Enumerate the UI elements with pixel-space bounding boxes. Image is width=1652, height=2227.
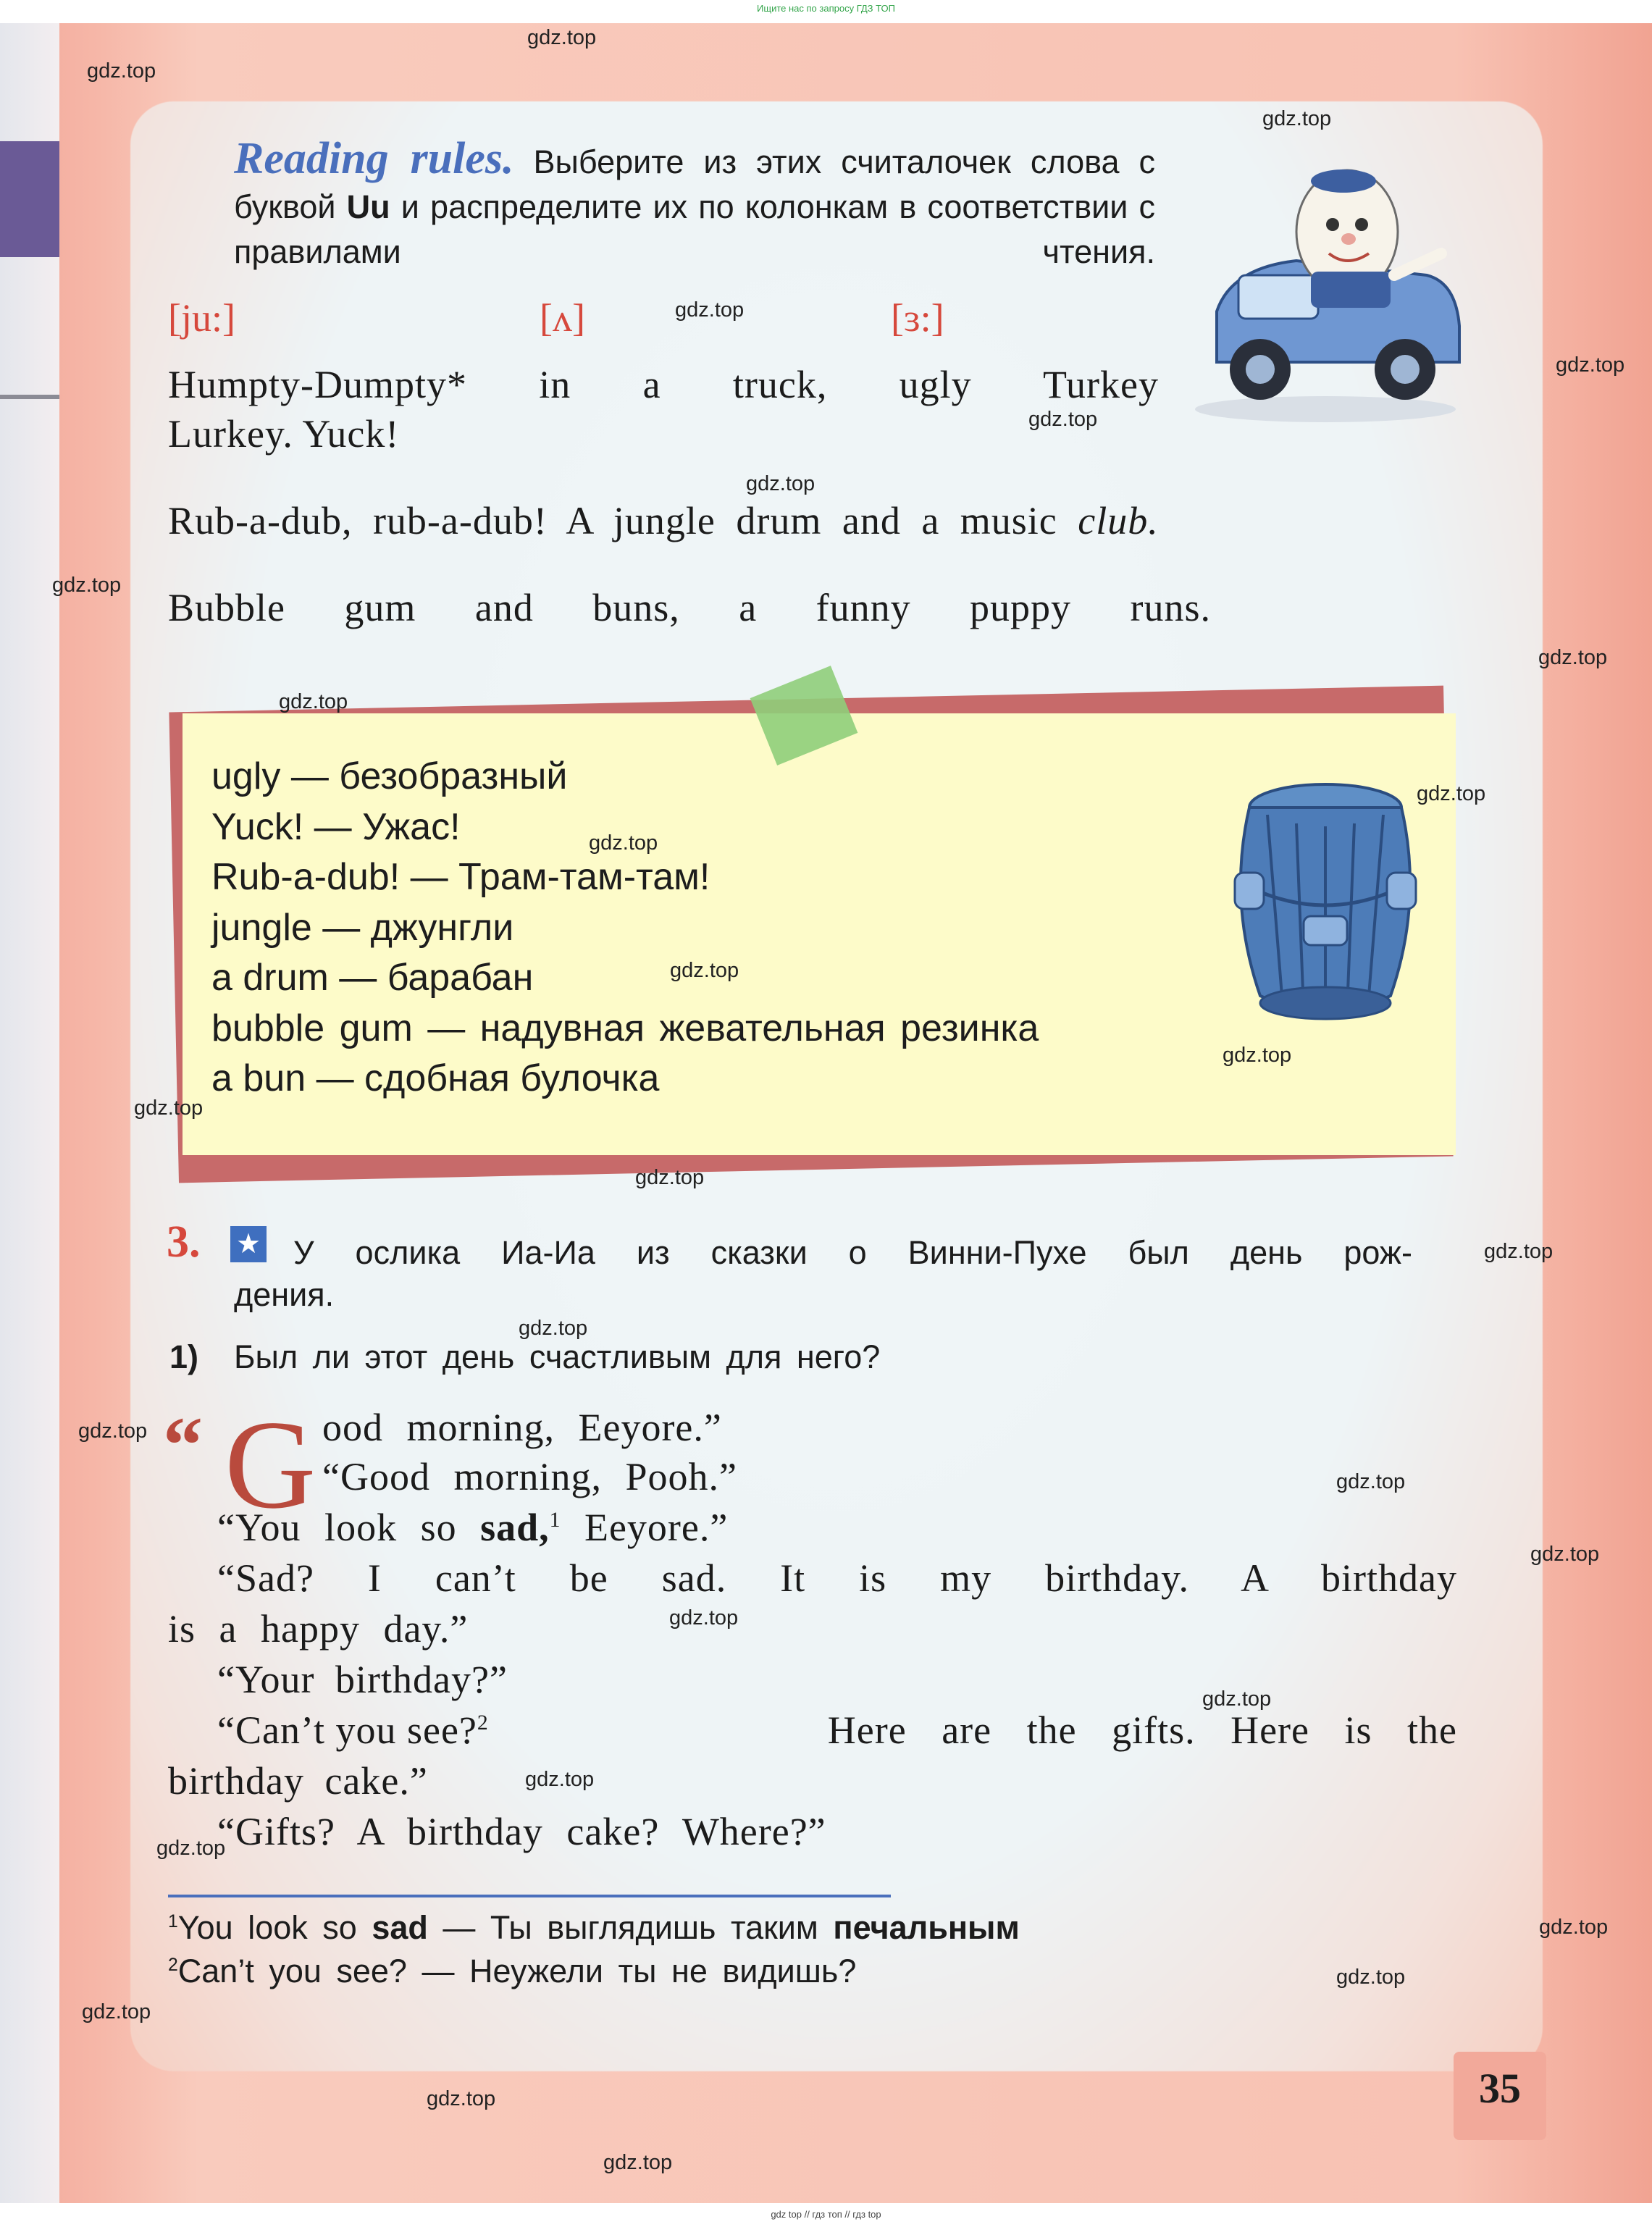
watermark: gdz.top <box>1484 1240 1554 1263</box>
watermark: gdz.top <box>603 2151 673 2174</box>
reading-rules-title: Reading rules. <box>234 134 514 183</box>
page-number: 35 <box>1479 2065 1521 2112</box>
story-line-3-b: Eeyore.” <box>584 1506 729 1549</box>
watermark: gdz.top <box>675 298 745 322</box>
story-line-4: “Sad? I can’t be sad. It is my birthday. A birthday <box>217 1556 1457 1600</box>
watermark: gdz.top <box>82 2000 151 2023</box>
question-number: 1) <box>169 1338 199 1375</box>
story-line-3 <box>217 1505 728 1550</box>
question-text: Был ли этот день счастливым для него? <box>234 1338 881 1375</box>
footnote-ref-1: 1 <box>549 1509 561 1532</box>
story-line-7-a <box>217 1708 489 1753</box>
watermark: gdz.top <box>78 1419 148 1443</box>
watermark: gdz.top <box>1262 107 1332 130</box>
bottom-note: gdz top // гдз топ // гдз top <box>771 2209 881 2220</box>
watermark: gdz.top <box>279 690 348 713</box>
vocab-item: bubble gum — надувная жевательная резинка <box>211 1007 1039 1049</box>
story-line-1: ood morning, Eeyore.” <box>322 1406 722 1449</box>
vocab-item: ugly — безобразный <box>211 755 568 797</box>
story-line-6: “Your birthday?” <box>217 1658 508 1701</box>
story-line-7-b: Here are the gifts. Here is the <box>827 1708 1457 1752</box>
vocab-item: a drum — барабан <box>211 957 534 999</box>
footnote-2 <box>168 1953 856 1990</box>
intro-letters: Uu <box>346 188 390 225</box>
top-search-note: Ищите нас по запросу ГДЗ ТОП <box>757 3 895 14</box>
watermark: gdz.top <box>1417 782 1486 805</box>
intro-text: Выберите из этих считалочек слова с буквой <box>234 143 1156 225</box>
vocab-item: Yuck! — Ужас! <box>211 805 461 848</box>
exercise-number: 3. <box>167 1217 201 1267</box>
watermark: gdz.top <box>1336 1470 1406 1493</box>
footnote-2-text: Can’t you see? — Неужели ты не видишь? <box>177 1953 857 1989</box>
poem-line-3-club: club. <box>1078 499 1159 542</box>
watermark: gdz.top <box>1538 646 1608 669</box>
open-quote: “ <box>163 1401 203 1489</box>
watermark: gdz.top <box>427 2087 496 2110</box>
story-line-3-a: “You look so <box>217 1506 457 1549</box>
poem-line-2: Lurkey. Yuck! <box>168 412 400 456</box>
footnote-2-num: 2 <box>168 1955 178 1975</box>
story-line-7-a-text: “Can’t you see? <box>217 1708 477 1752</box>
watermark: gdz.top <box>87 59 156 83</box>
story-line-9: “Gifts? A birthday cake? Where?” <box>217 1810 826 1853</box>
story-line-5: is a happy day.” <box>168 1607 469 1651</box>
story-line-8: birthday cake.” <box>168 1759 428 1803</box>
story-sad: sad, <box>480 1506 550 1549</box>
footnote-1 <box>168 1909 1020 1947</box>
footnote-ref-2: 2 <box>477 1711 489 1735</box>
story-line-7 <box>217 1708 1457 1753</box>
poem-line-4: Bubble gum and buns, a funny puppy runs. <box>168 586 1211 629</box>
footnote-1-num: 1 <box>168 1912 178 1932</box>
watermark: gdz.top <box>156 1837 226 1860</box>
watermark: gdz.top <box>525 1768 595 1791</box>
intro-text-2: и распределите их по колонкам в соответствии с правилами чтения. <box>234 188 1155 270</box>
poem-line-1: Humpty-Dumpty* in a truck, ugly Turkey <box>168 363 1159 406</box>
watermark: gdz.top <box>1556 353 1625 377</box>
story-line-2: “Good morning, Pooh.” <box>322 1455 737 1498</box>
watermark: gdz.top <box>1530 1543 1600 1566</box>
star-icon: ★ <box>230 1226 267 1262</box>
watermark: gdz.top <box>1336 1966 1406 1989</box>
vocab-item: Rub-a-dub! — Трам-там-там! <box>211 856 710 898</box>
section-tab <box>0 141 59 257</box>
humpty-dumpty-truck-illustration <box>1188 167 1477 427</box>
watermark: gdz.top <box>1539 1916 1609 1939</box>
watermark: gdz.top <box>670 959 739 982</box>
vocab-list <box>211 752 1039 1104</box>
poem-line-3-text: Rub-a-dub, rub-a-dub! A jungle drum and a music <box>168 499 1057 542</box>
watermark: gdz.top <box>519 1317 588 1340</box>
footnote-1-a: You look so <box>177 1909 357 1946</box>
watermark: gdz.top <box>134 1096 204 1120</box>
phonetic-ju: [ju:] <box>168 296 235 340</box>
watermark: gdz.top <box>635 1166 705 1189</box>
vocab-item: a bun — сдобная булочка <box>211 1057 660 1099</box>
left-margin <box>0 23 59 2203</box>
margin-line <box>0 395 59 399</box>
drum-illustration <box>1231 779 1420 1025</box>
watermark: gdz.top <box>746 472 815 495</box>
watermark: gdz.top <box>52 574 122 597</box>
exercise-task-line-2: дения. <box>234 1276 335 1313</box>
vocab-item: jungle — джунгли <box>211 906 514 949</box>
reading-rules-intro <box>234 136 1155 274</box>
watermark: gdz.top <box>589 831 658 855</box>
phonetic-er: [ɜ:] <box>891 296 944 340</box>
footnote-1-b: — Ты выглядишь таким <box>443 1909 818 1946</box>
watermark: gdz.top <box>669 1606 739 1630</box>
watermark: gdz.top <box>1028 408 1098 431</box>
watermark: gdz.top <box>1223 1044 1292 1067</box>
footnote-divider <box>168 1895 891 1897</box>
footnote-1-bold: sad <box>372 1909 428 1946</box>
phonetic-uh: [ʌ] <box>540 296 585 340</box>
watermark: gdz.top <box>1202 1687 1272 1711</box>
footnote-1-bold-2: печальным <box>833 1909 1020 1946</box>
watermark: gdz.top <box>527 26 597 49</box>
poem-line-3 <box>168 498 1457 543</box>
drop-cap: G <box>225 1394 316 1535</box>
exercise-task-line-1: У ослика Иа-Иа из сказки о Винни-Пухе был день рож- <box>293 1234 1412 1271</box>
